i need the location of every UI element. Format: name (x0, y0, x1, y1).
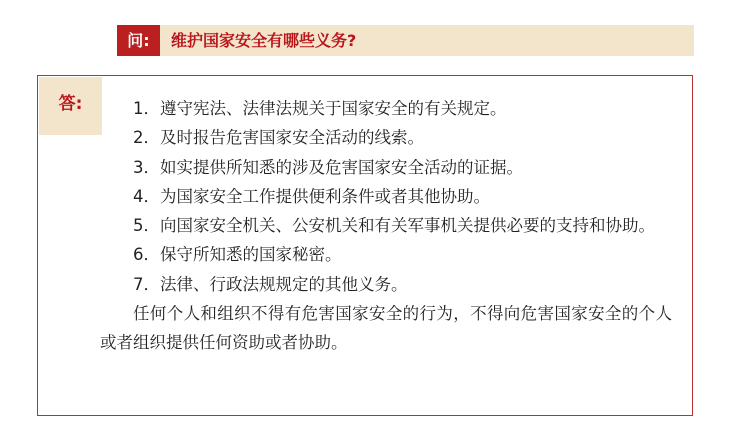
answer-item-2: 2．及时报告危害国家安全活动的线索。 (133, 128, 424, 148)
answer-item-6: 6．保守所知悉的国家秘密。 (133, 245, 342, 265)
answer-item-7: 7．法律、行政法规规定的其他义务。 (133, 274, 408, 294)
answer-body (100, 94, 672, 358)
answer-conclusion: 任何个人和组织不得有危害国家安全的行为，不得向危害国家安全的个人或者组织提供任何资助或者协助。 (100, 304, 672, 353)
answer-item-1: 1．遵守宪法、法律法规关于国家安全的有关规定。 (133, 99, 507, 118)
answer-box (37, 75, 693, 416)
answer-item-3: 3．如实提供所知悉的涉及危害国家安全活动的证据。 (133, 157, 523, 177)
question-bar (117, 25, 694, 56)
answer-item-5: 5．向国家安全机关、公安机关和有关军事机关提供必要的支持和协助。 (133, 216, 655, 236)
answer-item-4: 4．为国家安全工作提供便利条件或者其他协助。 (133, 186, 490, 206)
answer-label: 答: (39, 77, 102, 135)
question-text: 维护国家安全有哪些义务? (171, 31, 357, 50)
question-label: 问: (117, 25, 160, 56)
